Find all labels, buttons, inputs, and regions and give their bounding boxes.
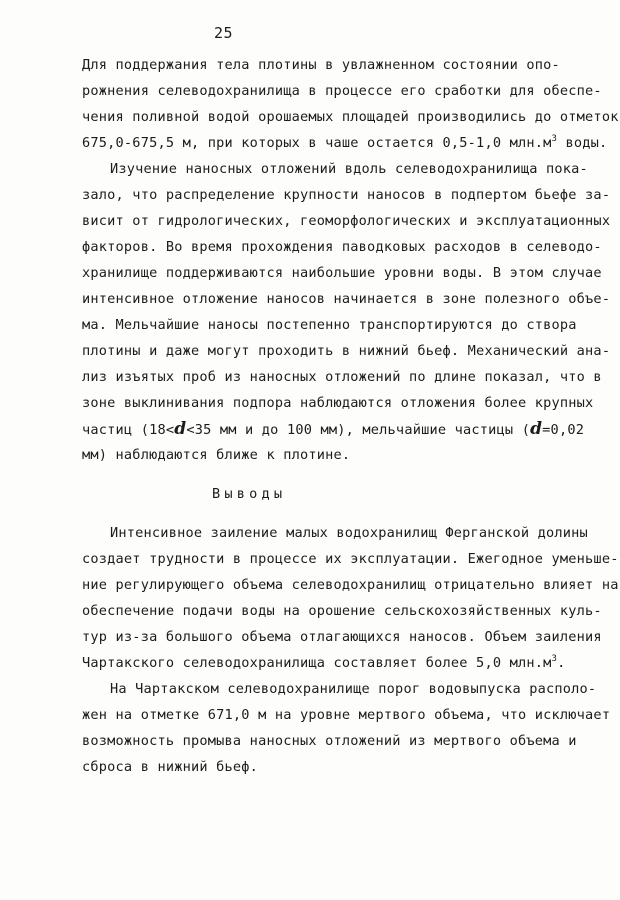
text-line: рожнения селеводохранилища в процессе его сработки для обеспе- bbox=[82, 83, 602, 99]
text-line: зало, что распределение крупности наносов в подпертом бьефе за- bbox=[82, 187, 611, 203]
page-number: 25 bbox=[214, 24, 234, 42]
text-line: ние регулирующего объема селеводохранилищ отрицательно влияет на bbox=[82, 577, 619, 593]
text-line: ма. Мельчайшие наносы постепенно транспортируются до створа bbox=[82, 317, 577, 333]
text-segment: =0,02 bbox=[542, 422, 585, 438]
text-line: факторов. Во время прохождения паводковых расходов в селеводо- bbox=[82, 239, 602, 255]
text-line: На Чартакском селеводохранилище порог водовыпуска располо- bbox=[110, 681, 597, 697]
text-line: создает трудности в процессе их эксплуатации. Ежегодное уменьше- bbox=[82, 551, 619, 567]
text-line: хранилище поддерживаются наибольшие уровни воды. В этом случае bbox=[82, 265, 602, 281]
text-line: чения поливной водой орошаемых площадей производились до отметок bbox=[82, 109, 619, 125]
text-line: сброса в нижний бьеф. bbox=[82, 759, 259, 775]
text-segment: . bbox=[557, 655, 566, 671]
superscript: 3 bbox=[551, 134, 558, 144]
text-line: зоне выклинивания подпора наблюдаются отложения более крупных bbox=[82, 395, 594, 411]
text-segment: воды. bbox=[557, 135, 608, 151]
text-line: плотины и даже могут проходить в нижний бьеф. Механический ана- bbox=[82, 343, 611, 359]
superscript: 3 bbox=[551, 654, 558, 664]
text-line bbox=[82, 134, 607, 152]
text-line bbox=[82, 420, 584, 439]
text-line: Для поддержания тела плотины в увлажненном состоянии опо- bbox=[82, 57, 560, 73]
text-line: возможность промыва наносных отложений из мертвого объема и bbox=[82, 733, 577, 749]
text-line: интенсивное отложение наносов начинается в зоне полезного объе- bbox=[82, 291, 611, 307]
text-segment: Чартакского селеводохранилища составляет более 5,0 млн.м bbox=[82, 655, 552, 671]
text-line bbox=[82, 654, 566, 672]
text-line: висит от гидрологических, геоморфологических и эксплуатационных bbox=[82, 213, 611, 229]
text-line: жен на отметке 671,0 м на уровне мертвого объема, что исключает bbox=[82, 707, 611, 723]
text-line: обеспечение подачи воды на орошение сельскохозяйственных куль- bbox=[82, 603, 602, 619]
text-line: лиз изъятых проб из наносных отложений по длине показал, что в bbox=[82, 369, 602, 385]
text-line: тур из-за большого объема отлагающихся наносов. Объем заиления bbox=[82, 629, 602, 645]
text-line: Интенсивное заиление малых водохранилищ Ферганской долины bbox=[110, 525, 588, 541]
handwritten-symbol: d bbox=[174, 419, 187, 439]
text-segment: 675,0-675,5 м, при которых в чаше остается 0,5-1,0 млн.м bbox=[82, 135, 552, 151]
text-line: Изучение наносных отложений вдоль селеводохранилища пока- bbox=[110, 161, 588, 177]
text-segment: <35 мм и до 100 мм), мельчайшие частицы ( bbox=[186, 422, 531, 438]
handwritten-symbol: d bbox=[530, 419, 543, 439]
text-line: мм) наблюдаются ближе к плотине. bbox=[82, 447, 351, 463]
section-heading: Выводы bbox=[212, 486, 287, 502]
text-segment: частиц (18< bbox=[82, 422, 175, 438]
